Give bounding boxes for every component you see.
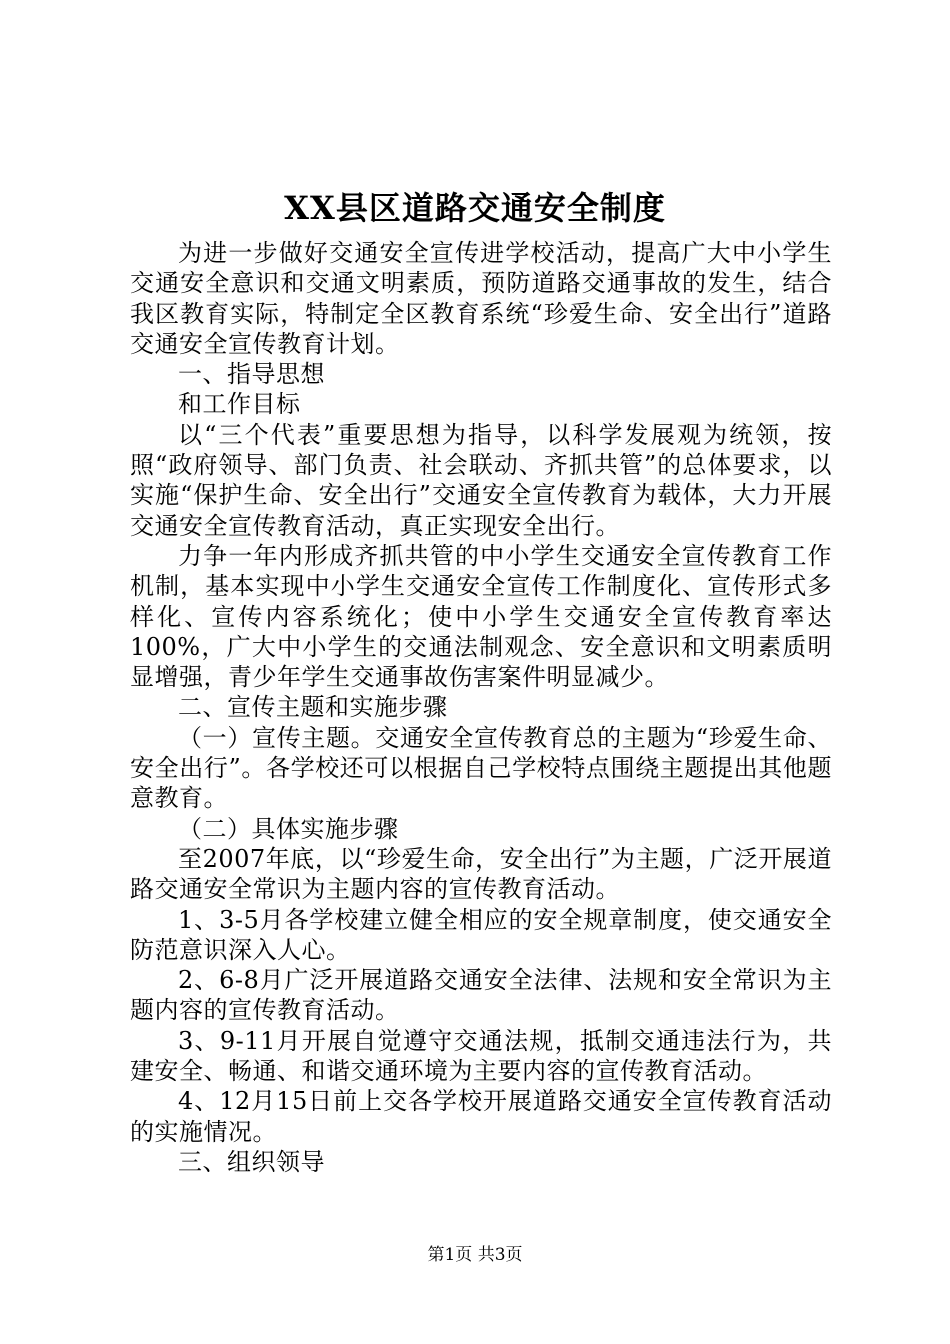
list-item-step-1: 1、3-5月各学校建立健全相应的安全规章制度，使交通安全防范意识深入人心。 xyxy=(130,905,832,964)
document-body xyxy=(130,238,832,1177)
list-item-step-4: 4、12月15日前上交各学校开展道路交通安全宣传教育活动的实施情况。 xyxy=(130,1087,832,1146)
list-item-step-2: 2、6-8月广泛开展道路交通安全法律、法规和安全常识为主题内容的宣传教育活动。 xyxy=(130,966,832,1025)
section-heading-theme-steps: 二、宣传主题和实施步骤 xyxy=(178,693,448,722)
paragraph-intro: 为进一步做好交通安全宣传进学校活动，提高广大中小学生交通安全意识和交通文明素质，预防道路交通事故的发生，结合我区教育实际，特制定全区教育系统“珍爱生命、安全出行”道路交通安全宣传教育计划。 xyxy=(130,239,832,358)
paragraph-year-end: 至2007年底，以“珍爱生命，安全出行”为主题，广泛开展道路交通安全常识为主题内容的宣传教育活动。 xyxy=(130,844,832,904)
section-heading-work-goals: 和工作目标 xyxy=(178,390,301,419)
list-item-step-3: 3、9-11月开展自觉遵守交通法规，抵制交通违法行为，共建安全、畅通、和谐交通环境为主要内容的宣传教育活动。 xyxy=(130,1026,832,1086)
section-heading-guiding-thought: 一、指导思想 xyxy=(178,360,325,389)
paragraph-goals: 力争一年内形成齐抓共管的中小学生交通安全宣传教育工作机制，基本实现中小学生交通安全宣传工作制度化、宣传形式多样化、宣传内容系统化；使中小学生交通安全宣传教育率达100%，广大中小学生的交通法制观念、安全意识和文明素质明显增强，青少年学生交通事故伤害案件明显减少。 xyxy=(130,541,832,692)
paragraph-theme: （一）宣传主题。交通安全宣传教育总的主题为“珍爱生命、安全出行”。各学校还可以根据自己学校特点围绕主题提出其他题意教育。 xyxy=(130,723,832,813)
page-footer: 第1页 共3页 xyxy=(427,1245,523,1265)
paragraph-guiding-principle: 以“三个代表”重要思想为指导，以科学发展观为统领，按照“政府领导、部门负责、社会联动、齐抓共管”的总体要求，以实施“保护生命、安全出行”交通安全宣传教育为载体，大力开展交通安全宣传教育活动，真正实现安全出行。 xyxy=(130,420,832,540)
section-heading-organization: 三、组织领导 xyxy=(178,1147,325,1176)
subheading-implementation-steps: （二）具体实施步骤 xyxy=(178,814,399,843)
document-title: XX县区道路交通安全制度 xyxy=(284,189,666,227)
